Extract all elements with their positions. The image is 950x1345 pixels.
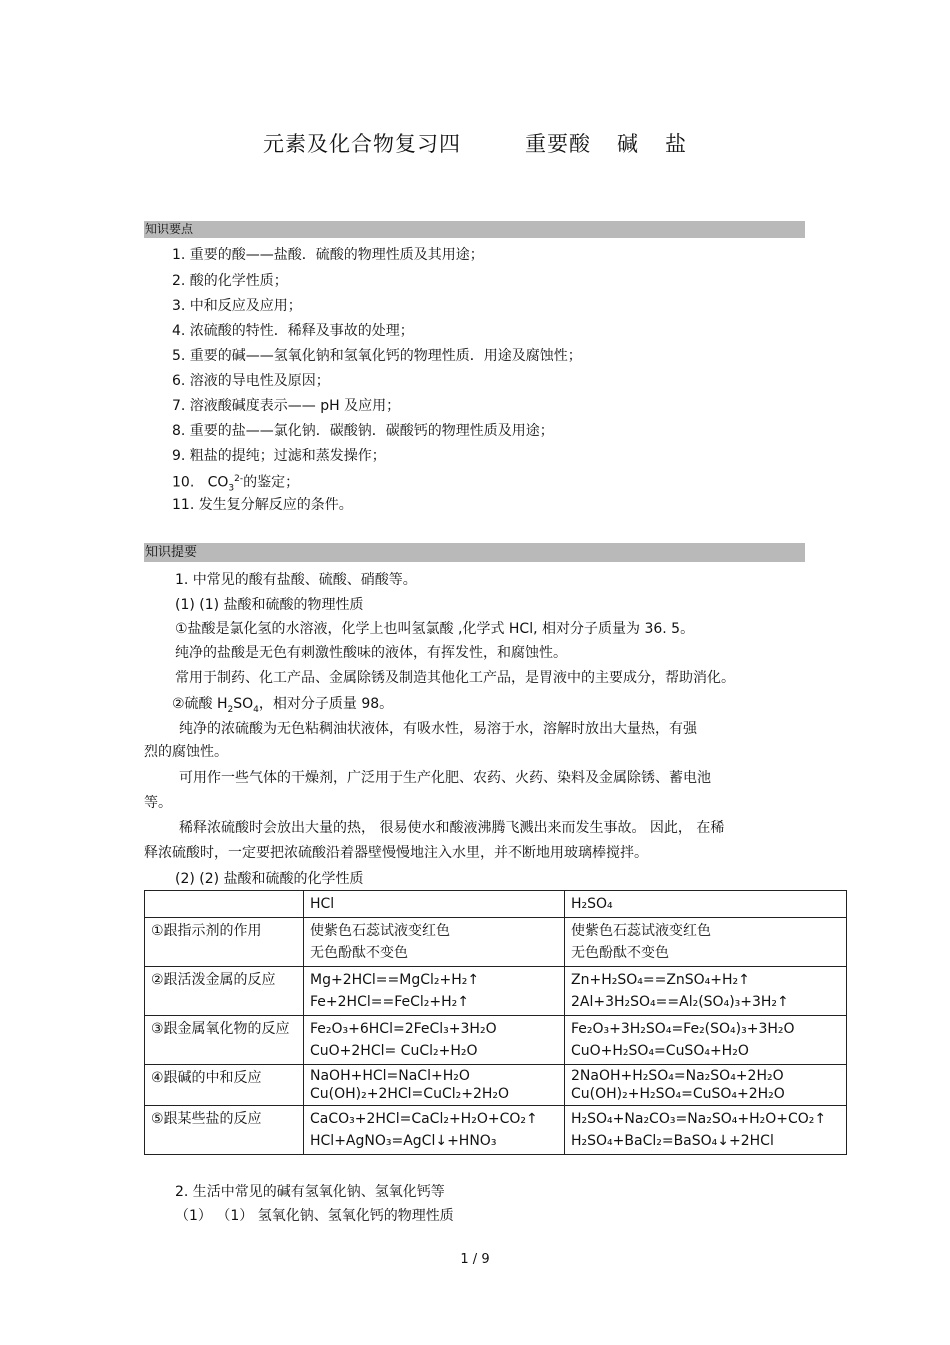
list-item: 5. 重要的碱——氢氧化钠和氢氧化钙的物理性质．用途及腐蚀性； <box>172 348 582 364</box>
list-item: 11. 发生复分解反应的条件。 <box>172 497 353 513</box>
list-item: 6. 溶液的导电性及原因； <box>172 373 330 389</box>
title-part-1: 元素及化合物复习四 <box>263 132 461 156</box>
title-part-2: 重要酸 <box>525 132 591 156</box>
list-item: 9. 粗盐的提纯；过滤和蒸发操作； <box>172 448 386 464</box>
list-item: 2. 酸的化学性质； <box>172 273 288 289</box>
section-header-key-points: 知识要点 <box>144 221 805 238</box>
table-cell-hcl: 使紫色石蕊试液变红色 无色酚酞不变色 <box>304 918 565 967</box>
list-item-10: 10. $CO_3^{2-}$的鉴定； <box>172 474 300 494</box>
title-part-4: 盐 <box>665 132 687 156</box>
paragraph: 常用于制药、化工产品、金属除锈及制造其他化工产品，是胃液中的主要成分，帮助消化。 <box>175 670 735 686</box>
title-part-3: 碱 <box>617 132 639 156</box>
paragraph: ①盐酸是氯化氢的水溶液，化学上也叫氢氯酸 ,化学式 HCl, 相对分子质量为 36. 5。 <box>175 621 695 637</box>
paragraph: 等。 <box>144 795 172 811</box>
page-title <box>0 128 950 158</box>
list-item: 1. 重要的酸——盐酸．硫酸的物理性质及其用途； <box>172 247 484 263</box>
table-header-row <box>145 891 847 918</box>
paragraph: 纯净的盐酸是无色有刺激性酸味的液体，有挥发性，和腐蚀性。 <box>175 645 567 661</box>
paragraph: 1. 中常见的酸有盐酸、硫酸、硝酸等。 <box>175 572 417 588</box>
list-item: 8. 重要的盐——氯化钠．碳酸钠．碳酸钙的物理性质及用途； <box>172 423 554 439</box>
table-cell-hcl: CaCO₃+2HCl=CaCl₂+H₂O+CO₂↑ HCl+AgNO₃=AgCl↓+HNO₃ <box>304 1106 565 1155</box>
list-item: 7. 溶液酸碱度表示—— pH 及应用； <box>172 398 401 414</box>
table-cell-property: ④跟碱的中和反应 <box>145 1065 304 1106</box>
table-cell-h2so4: H₂SO₄+Na₂CO₃=Na₂SO₄+H₂O+CO₂↑ H₂SO₄+BaCl₂=BaSO₄↓+2HCl <box>565 1106 847 1155</box>
section-header-summary: 知识提要 <box>144 543 805 562</box>
list-item: 3. 中和反应及应用； <box>172 298 302 314</box>
paragraph-sulfuric-acid: ②硫酸 $H_2SO_4$，相对分子质量 98。 <box>172 696 394 715</box>
table-header-cell <box>145 891 304 918</box>
table-cell-property: ⑤跟某些盐的反应 <box>145 1106 304 1155</box>
paragraph: 纯净的浓硫酸为无色粘稠油状液体，有吸水性，易溶于水，溶解时放出大量热，有强 <box>179 721 697 737</box>
table-cell-h2so4: Fe₂O₃+3H₂SO₄=Fe₂(SO₄)₃+3H₂O CuO+H₂SO₄=CuSO₄+H₂O <box>565 1016 847 1065</box>
paragraph: (1) (1) 盐酸和硫酸的物理性质 <box>175 597 364 613</box>
paragraph: 稀释浓硫酸时会放出大量的热， 很易使水和酸液沸腾飞溅出来而发生事故。 因此， 在稀 <box>179 820 725 836</box>
list-item: 4. 浓硫酸的特性．稀释及事故的处理； <box>172 323 414 339</box>
table-cell-h2so4: 2NaOH+H₂SO₄=Na₂SO₄+2H₂O Cu(OH)₂+H₂SO₄=CuSO₄+2H₂O <box>565 1065 847 1106</box>
table-cell-property: ②跟活泼金属的反应 <box>145 967 304 1016</box>
paragraph: （1） （1） 氢氧化钠、氢氧化钙的物理性质 <box>175 1208 454 1224</box>
table-cell-hcl: NaOH+HCl=NaCl+H₂O Cu(OH)₂+2HCl=CuCl₂+2H₂O <box>304 1065 565 1106</box>
table-cell-hcl: Fe₂O₃+6HCl=2FeCl₃+3H₂O CuO+2HCl= CuCl₂+H₂O <box>304 1016 565 1065</box>
table-row <box>145 918 847 967</box>
table-header-cell: HCl <box>304 891 565 918</box>
table-cell-h2so4: 使紫色石蕊试液变红色 无色酚酞不变色 <box>565 918 847 967</box>
paragraph: 可用作一些气体的干燥剂，广泛用于生产化肥、农药、火药、染料及金属除锈、蓄电池 <box>179 770 711 786</box>
paragraph: 释浓硫酸时，一定要把浓硫酸沿着器壁慢慢地注入水里，并不断地用玻璃棒搅拌。 <box>144 845 648 861</box>
table-cell-h2so4: Zn+H₂SO₄==ZnSO₄+H₂↑ 2Al+3H₂SO₄==Al₂(SO₄)₃+3H₂↑ <box>565 967 847 1016</box>
table-row <box>145 1065 847 1106</box>
paragraph: 2. 生活中常见的碱有氢氧化钠、氢氧化钙等 <box>175 1184 445 1200</box>
table-cell-property: ③跟金属氧化物的反应 <box>145 1016 304 1065</box>
paragraph: (2) (2) 盐酸和硫酸的化学性质 <box>175 871 364 887</box>
table-row <box>145 967 847 1016</box>
paragraph: 烈的腐蚀性。 <box>144 744 228 760</box>
table-row <box>145 1016 847 1065</box>
acid-properties-table <box>144 890 847 1155</box>
table-cell-property: ①跟指示剂的作用 <box>145 918 304 967</box>
table-row <box>145 1106 847 1155</box>
table-cell-hcl: Mg+2HCl==MgCl₂+H₂↑ Fe+2HCl==FeCl₂+H₂↑ <box>304 967 565 1016</box>
page-number: 1 / 9 <box>460 1252 490 1267</box>
table-header-cell: H₂SO₄ <box>565 891 847 918</box>
